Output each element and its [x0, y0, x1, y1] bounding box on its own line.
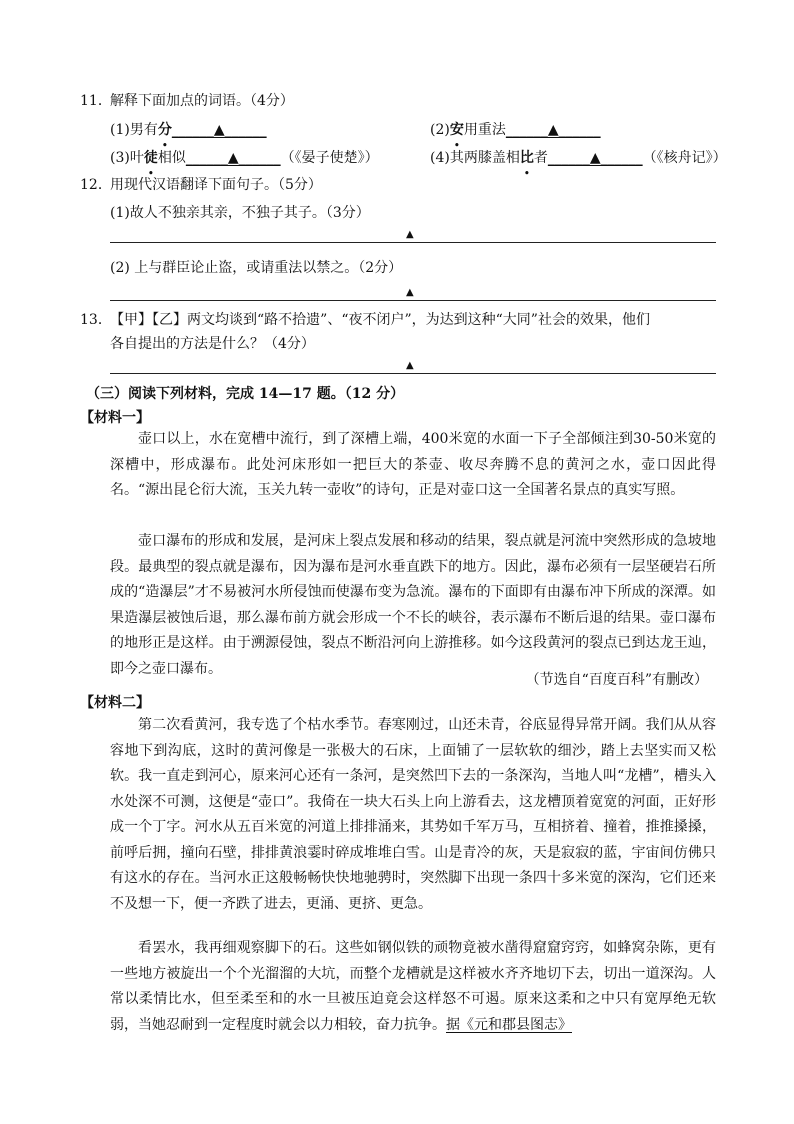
material1-paragraph-2: 壶口瀑布的形成和发展，是河床上裂点发展和移动的结果，裂点就是河流中突然形成的急坡地段。最典型的裂点就是瀑布，因为瀑布是河水垂直跌下的地方。因此，瀑布必须有一层坚硬岩石所成的“造瀑层”才不易被河水所侵蚀而使瀑布变为急流。瀑布的下面即有由瀑布冲下所成的深潭。如果造瀑层被蚀后退，那么瀑布前方就会形成一个不长的峡谷，表示瀑布不断后退的结果。壶口瀑布的地形正是这样。由于溯源侵蚀，裂点不断沿河向上游推移。如今这段黄河的裂点已到达龙王辿，即今之壶口瀑布。	[110, 533, 716, 677]
q11-item-4: (4)其两膝盖相比者______▲______（《核舟记》）	[430, 150, 727, 166]
answer-blank[interactable]: ______▲______	[171, 122, 267, 138]
material1-paragraph-1: 壶口以上，水在宽槽中流行，到了深槽上端，400米宽的水面一下子全部倾注到30-50米宽的深槽中，形成瀑布。此处河床形如一把巨大的茶壶、收尽奔腾不息的黄河之水，壶口因此得名。“源出昆仑衍大流，玉关九转一壶收”的诗句，正是对壶口这一全国著名景点的真实写照。	[110, 431, 716, 498]
answer-blank[interactable]: ______▲______	[505, 122, 601, 138]
q13-text: 【甲】【乙】两文均谈到“路不拾遗”、“夜不闭户”，为达到这种“大同”社会的效果，他们	[110, 312, 650, 328]
q13-number: 13．	[80, 312, 112, 328]
q11-item-3-dotted-word: 徒	[143, 150, 158, 166]
answer-line[interactable]	[110, 300, 716, 301]
answer-marker: ▲	[406, 287, 414, 298]
q11-item-2-dotted-word: 安	[449, 122, 464, 138]
material2-paragraph-1: 第二次看黄河，我专选了个枯水季节。春寒刚过，山还未青，谷底显得异常开阔。我们从从容容地下到沟底，这时的黄河像是一张极大的石床，上面铺了一层软软的细沙，踏上去坚实而又松软。我一直走到河心，原来河心还有一条河，是突然凹下去的一条深沟，当地人叫“龙槽”，槽头入水处深不可测，这便是“壶口”。我倚在一块大石头上向上游看去，这龙槽顶着宽宽的河面，正好形成一个丁字。河水从五百米宽的河道上排排涌来，其势如千军万马，互相挤着、撞着，推推搡搡，前呼后拥，撞向石壁，排排黄浪霎时碎成堆堆白雪。山是青冷的灰，天是寂寂的蓝，宇宙间仿佛只有这水的存在。当河水正这般畅畅快快地驰骋时，突然脚下出现一条四十多米宽的深沟，它们还来不及想一下，便一齐跌了进去，更涌、更挤、更急。	[110, 717, 716, 912]
q11-number: 11．	[80, 93, 112, 109]
answer-blank[interactable]: ______▲______	[547, 150, 643, 166]
q11-text: 解释下面加点的词语。（4分）	[110, 93, 294, 109]
q11-prompt	[80, 91, 294, 111]
q13-prompt-line1	[80, 310, 650, 330]
q11-item-1: (1)男有分______▲______	[110, 122, 267, 138]
answer-blank[interactable]: ______▲______	[185, 150, 281, 166]
answer-marker: ▲	[406, 360, 414, 371]
q12-sub1: (1)故人不独亲其亲，不独子其子。（3分）	[110, 205, 370, 221]
q11-item-2: (2)安用重法______▲______	[430, 122, 601, 138]
q11-item-1-dotted-word: 分	[157, 122, 172, 138]
material1-source: （节选自“百度百科”有删改）	[525, 672, 708, 688]
q12-sub2: (2) 上与群臣论止盗，或请重法以禁之。（2分）	[110, 260, 403, 276]
section-title: （三）阅读下列材料，完成 14—17 题。（12 分）	[86, 386, 405, 402]
material2-cited-source: 据《元和郡县图志》	[446, 1016, 572, 1033]
answer-line[interactable]	[110, 242, 716, 243]
material1-title: 【材料一】	[80, 410, 150, 426]
q13-prompt-line2: 各自提出的方法是什么？（4分）	[110, 336, 315, 352]
q12-number: 12．	[80, 177, 112, 193]
material2-title: 【材料二】	[80, 695, 150, 711]
answer-line[interactable]	[110, 373, 716, 374]
source-citation: （《核舟记》）	[642, 150, 727, 166]
q11-item-4-dotted-word: 比	[519, 150, 534, 166]
answer-marker: ▲	[406, 229, 414, 240]
source-citation: （《晏子使楚》）	[280, 150, 379, 166]
q12-text: 用现代汉语翻译下面句子。（5分）	[110, 177, 322, 193]
q12-prompt	[80, 175, 322, 195]
q11-item-3: (3)叶徒相似______▲______（《晏子使楚》）	[110, 150, 379, 166]
material2-paragraph-2: 看罢水，我再细观察脚下的石。这些如钢似铁的顽物竟被水凿得窟窟窍窍，如蜂窝杂陈，更有一些地方被旋出一个个光溜溜的大坑，而整个龙槽就是这样被水齐齐地切下去，切出一道深沟。人常以柔情比水，但至柔至和的水一旦被压迫竟会这样怒不可遏。原来这柔和之中只有宽厚绝无软弱，当她忍耐到一定程度时就会以力相较，奋力抗争。据《元和郡县图志》	[110, 940, 716, 1033]
